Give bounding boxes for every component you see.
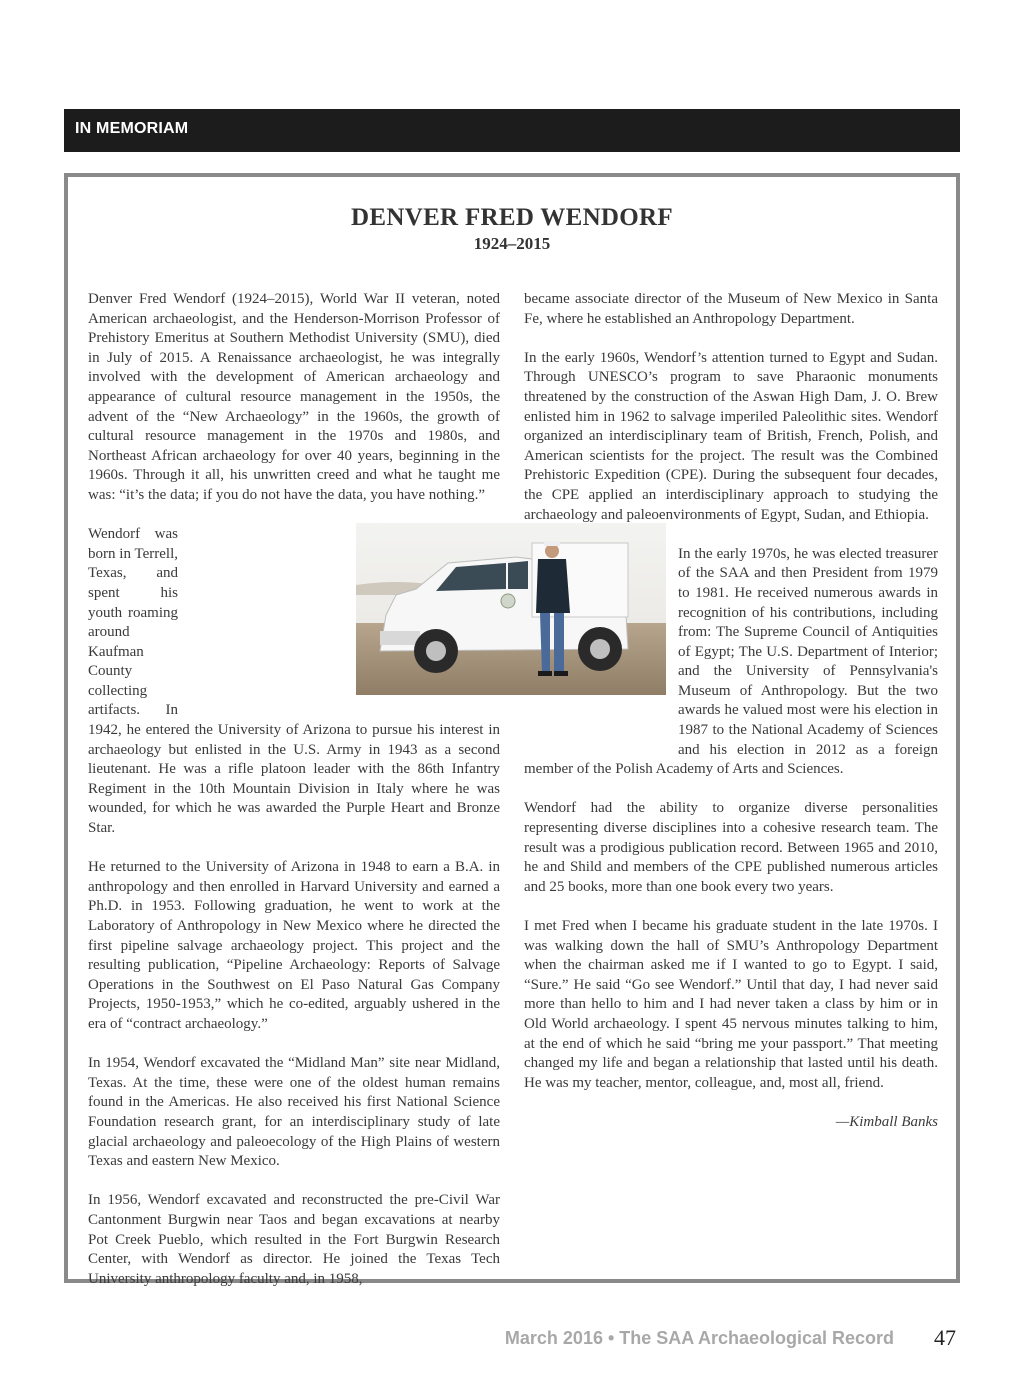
paragraph: In 1956, Wendorf excavated and reconstructed the pre-Civil War Cantonment Burgwin near Taos and began excavations at nearby Pot Creek Pueblo, which resulted in the Fort Burgwin Research Center, with Wendorf as director. He joined the Texas Tech University anthropology faculty and, in 1958, [88,1192,500,1287]
section-header-bar [64,109,960,152]
left-column [88,290,500,1309]
paragraph: Denver Fred Wendorf (1924–2015), World War II veteran, noted American archaeologist, and the Henderson-Morrison Professor of Prehistory Emeritus at Southern Methodist University (SMU), died in July of 2015. A Renaissance archaeologist, he was integrally involved with the development of American archaeology and appearance of cultural resource management in the 1950s, the advent of the “New Archaeology” in the 1960s, the growth of cultural resource management in the 1970s and 1980s, and Northeast African archaeology for over 40 years, beginning in the 1960s. Through it all, his unwritten creed and what he taught me was: “it’s the data; if you do not have the data, you have nothing.” [88,291,500,503]
paragraph: Wendorf was born in Terrell, Texas, and spent his youth roaming around Kaufman County collecting artifacts. In 1942, he entered the University of Arizona to pursue his interest in archaeology but enlisted in the U.S. Army in 1943 as a second lieutenant. He was a rifle platoon leader with the 86th Infantry Regiment in the 10th Mountain Division in Italy where he was wounded, for which he was awarded the Purple Heart and Bronze Star. [88,526,500,837]
author-signature: —Kimball Banks [835,1113,938,1130]
paragraph: I met Fred when I became his graduate student in the late 1970s. I was walking down the hall of SMU’s Anthropology Department when the chairman asked me if I wanted to go to Egypt. I said, “Sure.” He said “Go see Wendorf.” Until that day, I had never said more than hello to him and I had never taken a class by him or in Old World archaeology. I spent 45 nervous minutes talking to him, at the end of which he said “bring me your passport.” That meeting changed my life and began a relationship that lasted until his death. He was my teacher, mentor, colleague, and, most all, friend. [524,918,938,1091]
paragraph: He returned to the University of Arizona in 1948 to earn a B.A. in anthropology and then enrolled in Harvard University and earned a Ph.D. in 1953. Following graduation, he went to work at the Laboratory of Anthropology in New Mexico where he directed the first pipeline salvage archaeology project. This project and the resulting publication, “Pipeline Archaeology: Reports of Salvage Operations in the Southwest on El Paso Natural Gas Company Projects, 1950-1953,” which he co-edited, arguably ushered in the era of “contract archaeology.” [88,859,500,1032]
paragraph: In the early 1960s, Wendorf’s attention turned to Egypt and Sudan. Through UNESCO’s program to save Pharaonic monuments threatened by the construction of the Aswan High Dam, J. O. Brew enlisted him in 1962 to salvage imperiled Paleolithic sites. Wendorf organized an interdisciplinary team of British, French, Polish, and American scientists for the project. The result was the Combined Prehistoric Expedition (CPE). During the subsequent four decades, the CPE applied an interdisciplinary approach to studying the archaeology and paleoenvironments of Egypt, Sudan, and Ethiopia. [524,349,938,523]
article-years: 1924–2015 [473,234,551,253]
page-footer: March 2016 • The SAA Archaeological Record [504,1328,894,1348]
page-number: 47 [934,1325,956,1350]
paragraph: Wendorf had the ability to organize diverse personalities representing diverse disciplines into a cohesive research team. The result was a prodigious publication record. Between 1965 and 2010, he and Shild and members of the CPE published numerous articles and 25 books, more than one book every two years. [524,800,938,895]
article-title: DENVER FRED WENDORF [351,204,673,231]
paragraph: In the early 1970s, he was elected treasurer of the SAA and then President from 1979 to 1981. He received numerous awards in recognition of his contributions, including from: The Supreme Council of Antiquities of Egypt; The U.S. Department of Interior; and the University of Pennsylvania's Museum of Anthropology. But the two awards he valued most were his election in 1987 to the National Academy of Sciences and his election in 2012 as a foreign member of the Polish Academy of Arts and Sciences. [524,545,938,778]
right-column [524,290,938,1152]
paragraph: became associate director of the Museum of New Mexico in Santa Fe, where he established an Anthropology Department. [524,291,938,327]
photo-wendorf-with-truck [356,523,666,695]
paragraph: In 1954, Wendorf excavated the “Midland Man” site near Midland, Texas. At the time, these were one of the oldest human remains found in the Americas. He also received his first National Science Foundation research grant, for an interdisciplinary study of late glacial archaeology and paleoecology of the High Plains of western Texas and eastern New Mexico. [88,1055,500,1170]
section-label: IN MEMORIAM [75,120,189,137]
